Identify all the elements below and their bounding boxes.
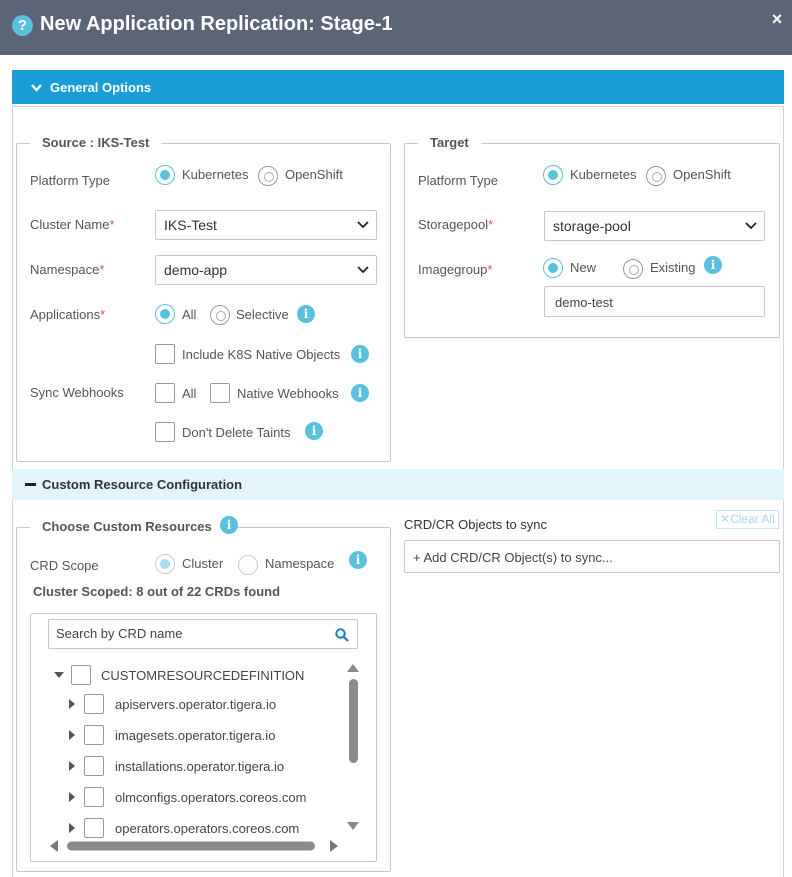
- source-platform-kubernetes-label: Kubernetes: [182, 167, 249, 182]
- native-webhooks-label: Native Webhooks: [237, 386, 339, 401]
- target-platform-kubernetes-radio[interactable]: [543, 165, 563, 185]
- crd-scope-namespace-label: Namespace: [265, 556, 335, 571]
- crd-item-checkbox[interactable]: [84, 725, 104, 745]
- crd-item-label: operators.operators.coreos.com: [115, 821, 300, 836]
- imagegroup-name-value: demo-test: [555, 295, 613, 310]
- info-icon[interactable]: i: [351, 384, 369, 402]
- sync-webhooks-label: Sync Webhooks: [30, 385, 124, 400]
- source-platform-openshift-radio[interactable]: [258, 166, 278, 186]
- choose-custom-resources-legend: Choose Custom Resources: [30, 519, 224, 534]
- add-crd-objects-input[interactable]: [404, 540, 780, 573]
- crd-item-checkbox[interactable]: [84, 787, 104, 807]
- search-icon[interactable]: [335, 628, 349, 642]
- sync-webhooks-all-label: All: [182, 386, 197, 401]
- info-icon[interactable]: i: [220, 516, 238, 534]
- native-webhooks-checkbox[interactable]: [210, 383, 230, 403]
- namespace-value: demo-app: [164, 262, 228, 278]
- crd-item-checkbox[interactable]: [84, 756, 104, 776]
- expand-arrow-icon[interactable]: [54, 672, 64, 678]
- imagegroup-existing-label: Existing: [650, 260, 696, 275]
- source-platform-openshift-label: OpenShift: [285, 167, 343, 182]
- expand-arrow-icon[interactable]: [69, 699, 75, 709]
- crd-count-summary: Cluster Scoped: 8 out of 22 CRDs found: [33, 584, 281, 599]
- target-legend: Target: [418, 135, 481, 150]
- target-platform-openshift-radio[interactable]: [646, 166, 666, 186]
- crd-search-input[interactable]: [48, 619, 358, 649]
- applications-all-label: All: [182, 307, 197, 322]
- imagegroup-new-radio[interactable]: [543, 258, 563, 278]
- crd-search-placeholder: Search by CRD name: [56, 626, 183, 641]
- applications-selective-radio[interactable]: [210, 305, 230, 325]
- namespace-label: Namespace*: [30, 262, 105, 277]
- info-icon[interactable]: i: [704, 256, 722, 274]
- info-icon[interactable]: i: [305, 422, 323, 440]
- add-crd-objects-placeholder: + Add CRD/CR Object(s) to sync...: [413, 550, 613, 565]
- dont-delete-taints-checkbox[interactable]: [155, 422, 175, 442]
- chevron-down-icon: [744, 218, 758, 232]
- include-k8s-native-checkbox[interactable]: [155, 344, 175, 364]
- cluster-name-select[interactable]: [155, 210, 377, 240]
- expand-arrow-icon[interactable]: [69, 823, 75, 833]
- expand-arrow-icon[interactable]: [69, 730, 75, 740]
- storagepool-value: storage-pool: [553, 218, 631, 234]
- crd-root-label: CUSTOMRESOURCEDEFINITION: [101, 668, 305, 683]
- crd-scope-cluster-label: Cluster: [182, 556, 224, 571]
- expand-arrow-icon[interactable]: [69, 761, 75, 771]
- crd-objects-label: CRD/CR Objects to sync: [404, 517, 548, 532]
- custom-resource-config-header[interactable]: [12, 469, 784, 500]
- imagegroup-name-input[interactable]: [544, 286, 765, 317]
- sync-webhooks-all-checkbox[interactable]: [155, 383, 175, 403]
- info-icon[interactable]: i: [349, 551, 367, 569]
- collapse-icon: [25, 483, 36, 486]
- crd-scope-label: CRD Scope: [30, 558, 99, 573]
- source-fieldset: [16, 143, 391, 462]
- close-icon[interactable]: ×: [771, 9, 783, 29]
- include-k8s-native-label: Include K8S Native Objects: [182, 347, 341, 362]
- source-legend: Source : IKS-Test: [30, 135, 161, 150]
- info-icon[interactable]: i: [297, 305, 315, 323]
- source-platform-label: Platform Type: [30, 173, 110, 188]
- crd-item-label: olmconfigs.operators.coreos.com: [115, 790, 307, 805]
- dont-delete-taints-label: Don't Delete Taints: [182, 425, 291, 440]
- cluster-name-value: IKS-Test: [164, 217, 217, 233]
- general-options-header[interactable]: [12, 70, 784, 104]
- crd-item-label: imagesets.operator.tigera.io: [115, 728, 276, 743]
- namespace-select[interactable]: [155, 255, 377, 285]
- crd-item-label: apiservers.operator.tigera.io: [115, 697, 277, 712]
- source-platform-kubernetes-radio[interactable]: [155, 165, 175, 185]
- help-icon[interactable]: ?: [12, 15, 33, 36]
- applications-label: Applications*: [30, 307, 106, 322]
- storagepool-select[interactable]: [544, 211, 765, 241]
- imagegroup-new-label: New: [570, 260, 597, 275]
- chevron-down-icon: [356, 217, 370, 231]
- target-platform-label: Platform Type: [418, 173, 498, 188]
- vertical-scrollbar[interactable]: [346, 661, 360, 833]
- applications-all-radio[interactable]: [155, 304, 175, 324]
- expand-arrow-icon[interactable]: [69, 792, 75, 802]
- target-platform-kubernetes-label: Kubernetes: [570, 167, 637, 182]
- close-icon: ✕: [720, 512, 731, 526]
- dialog-title: New Application Replication: Stage-1: [40, 13, 393, 35]
- info-icon[interactable]: i: [351, 345, 369, 363]
- crd-item-checkbox[interactable]: [84, 818, 104, 838]
- chevron-down-icon: [30, 81, 43, 94]
- imagegroup-existing-radio[interactable]: [623, 259, 643, 279]
- target-platform-openshift-label: OpenShift: [673, 167, 731, 182]
- clear-all-label: Clear All: [730, 512, 775, 526]
- clear-all-button[interactable]: [716, 510, 779, 529]
- horizontal-scrollbar[interactable]: [48, 839, 340, 853]
- crd-item-label: installations.operator.tigera.io: [115, 759, 285, 774]
- storagepool-label: Storagepool*: [418, 217, 494, 232]
- applications-selective-label: Selective: [236, 307, 289, 322]
- crd-item-checkbox[interactable]: [84, 694, 104, 714]
- crd-root-checkbox[interactable]: [71, 665, 91, 685]
- cluster-name-label: Cluster Name*: [30, 217, 115, 232]
- imagegroup-label: Imagegroup*: [418, 262, 493, 277]
- custom-resource-config-label: Custom Resource Configuration: [42, 477, 243, 492]
- crd-scope-namespace-radio[interactable]: [238, 555, 258, 575]
- chevron-down-icon: [356, 262, 370, 276]
- crd-scope-cluster-radio[interactable]: [155, 554, 175, 574]
- general-options-label: General Options: [50, 80, 152, 95]
